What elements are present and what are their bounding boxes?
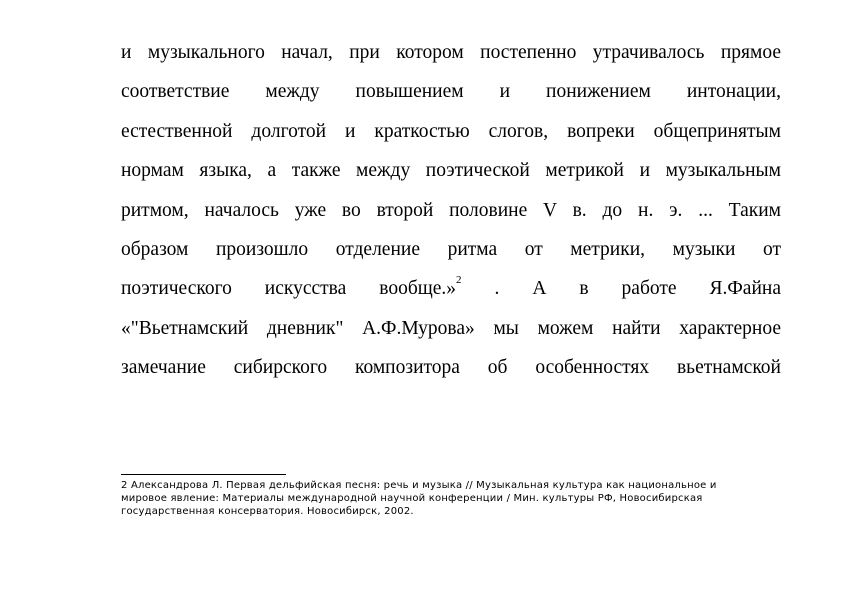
footnote-separator xyxy=(121,474,286,475)
text-line-3: естественной долготой и краткостью слогов, вопреки общепринятым xyxy=(121,120,781,142)
text-line-8: «"Вьетнамский дневник" А.Ф.Мурова» мы можем найти характерное xyxy=(121,317,781,339)
footnote-line-1: 2 Александрова Л. Первая дельфийская песня: речь и музыка // Музыкальная культура как национальное и xyxy=(121,480,717,491)
text-line-6: образом произошло отделение ритма от метрики, музыки от xyxy=(121,238,781,260)
text-line-2: соответствие между повышением и понижением интонации, xyxy=(121,81,781,103)
text-line-5: ритмом, началось уже во второй половине V в. до н. э. ... Таким xyxy=(121,199,781,221)
text-line-9: замечание сибирского композитора об особенностях вьетнамской xyxy=(121,357,781,379)
footnote xyxy=(121,479,761,518)
main-paragraph xyxy=(121,33,781,388)
text-line-7-end: . А в работе Я.Файна xyxy=(461,278,781,300)
footnote-line-2: мировое явление: Материалы международной научной конференции / Мин. культуры РФ, Новосибирская xyxy=(121,493,703,504)
footnote-line-3: государственная консерватория. Новосибирск, 2002. xyxy=(121,506,414,517)
text-line-7-start: поэтического искусства вообще.» xyxy=(121,278,457,300)
text-line-1: и музыкального начал, при котором постепенно утрачивалось прямое xyxy=(121,42,781,63)
text-line-7 xyxy=(121,269,781,308)
footnote-reference[interactable]: 2 xyxy=(456,274,462,287)
text-line-4: нормам языка, а также между поэтической метрикой и музыкальным xyxy=(121,160,781,182)
